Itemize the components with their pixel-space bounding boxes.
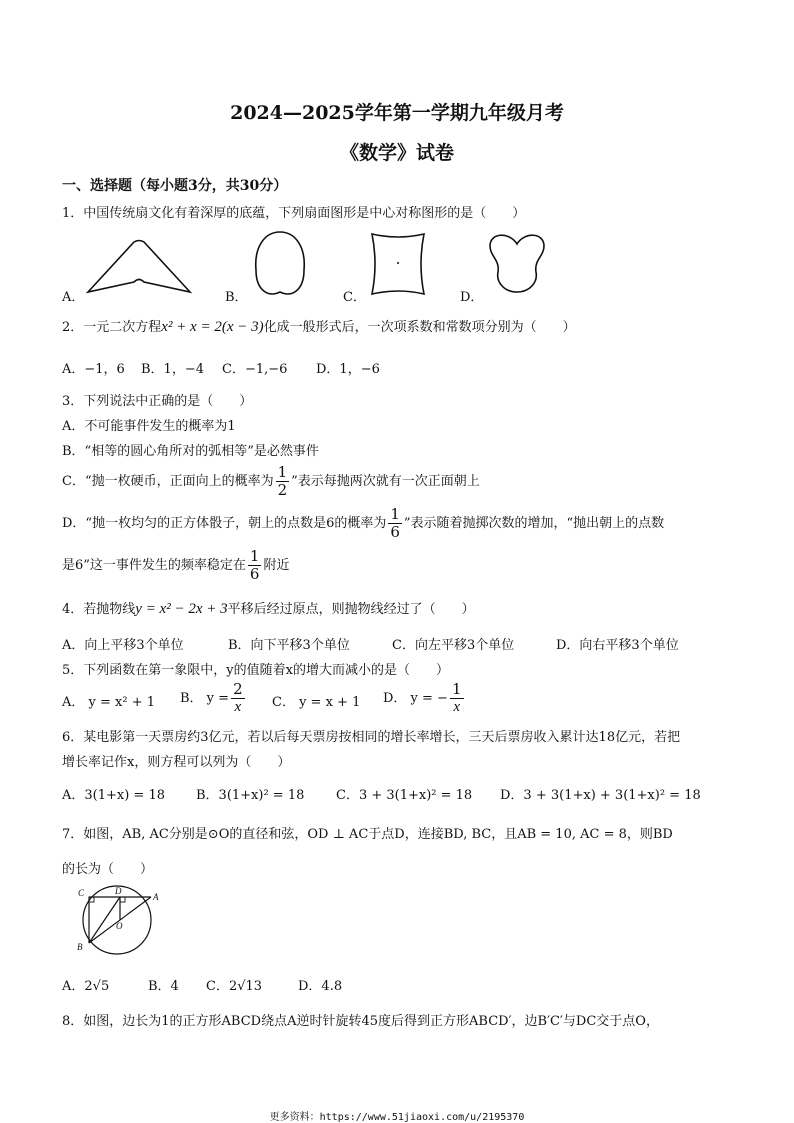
fraction-denominator: 6 [390,523,400,541]
figure-label-b: B [77,942,83,952]
question-6-option-b: B．3(1+x)² = 18 [196,788,305,803]
question-4-option-d: D．向右平移3个单位 [556,638,679,653]
question-4-equation: y = x² − 2x + 3 [135,601,228,617]
question-7-option-d: D．4.8 [298,979,343,994]
question-7-line2: 的长为（ ） [62,862,154,877]
question-2-stem-post: 化成一般形式后，一次项系数和常数项分别为（ ） [263,320,576,335]
fraction-numerator: 1 [277,463,288,481]
question-3-option-d-line2 [62,548,289,583]
question-2-stem-pre: 2．一元二次方程 [62,320,162,335]
question-2-stem [62,316,576,336]
question-4-option-c: C．向左平移3个单位 [392,638,515,653]
question-2-equation: x² + x = 2(x − 3) [161,319,264,335]
question-5-option-c: C． y = x + 1 [272,695,361,710]
fraction-numerator: 1 [390,505,400,523]
question-8-line1: 8．如图，边长为1的正方形ABCD绕点A逆时针旋转45度后得到正方形ABCD′，边B′C′与DC交于点O， [62,1014,659,1029]
question-7-option-b: B．4 [148,979,179,994]
question-5-option-d [383,681,466,716]
question-6-option-c: C．3 + 3(1+x)² = 18 [336,788,473,803]
question-7-line1: 7．如图，AB, AC分别是⊙O的直径和弦，OD ⊥ AC于点D，连接BD, BC，且AB = 10, AC = 8，则BD [62,827,673,842]
question-3-option-d-line2-pre: 是6”这一事件发生的频率稳定在 [62,558,246,573]
question-3-option-c [62,464,480,499]
figure-label-c: C [78,888,85,898]
question-4-stem-pre: 4．若抛物线 [62,602,136,617]
fan-figure-a [84,238,194,300]
section-heading: 一、选择题（每小题3分，共30分） [62,178,288,194]
fraction-1-over-x [450,681,464,716]
question-3-option-d-pre: D．“抛一枚均匀的正方体骰子，朝上的点数是6的概率为 [62,516,387,531]
question-1-stem: 1．中国传统扇文化有着深厚的底蕴，下列扇面图形是中心对称图形的是（ ） [62,206,526,221]
question-6-option-d: D．3 + 3(1+x) + 3(1+x)² = 18 [500,788,701,803]
question-1-option-c: C． [343,290,366,305]
fan-figure-d [484,230,550,296]
question-6-line1: 6．某电影第一天票房约3亿元，若以后每天票房按相同的增长率增长，三天后票房收入累计达18亿元，若把 [62,730,681,745]
fraction-one-sixth [388,506,402,541]
question-1-option-b: B． [225,290,248,305]
question-5-option-d-pre: D． y = − [383,691,448,706]
question-4-option-a: A．向上平移3个单位 [62,638,184,653]
question-2-option-c: C．−1,−6 [222,362,288,377]
question-2-option-b: B．1，−4 [141,362,204,377]
question-6-line2: 增长率记作x，则方程可以列为（ ） [62,755,291,770]
question-5-option-b [180,681,247,716]
question-4-stem-post: 平移后经过原点，则抛物线经过了（ ） [227,602,475,617]
question-1-option-a: A． [62,290,85,305]
question-2-option-d: D．1，−6 [316,362,380,377]
question-7-option-c: C．2√13 [206,979,263,994]
footer-link[interactable]: 更多资料：https://www.51jiaoxi.com/u/2195370 [269,1112,525,1123]
fraction-numerator: 1 [451,680,462,698]
fraction-denominator: x [234,699,242,715]
fraction-denominator: 2 [277,481,288,499]
exam-title: 2024—2025学年第一学期九年级月考 [230,102,564,124]
figure-label-a: A [153,892,159,902]
figure-label-d: D [115,886,122,896]
fraction-numerator: 2 [233,680,243,698]
fraction-numerator: 1 [249,547,260,565]
question-3-option-a: A．不可能事件发生的概率为1 [62,419,236,434]
fraction-one-sixth-2 [248,548,262,583]
question-4-stem [62,598,475,618]
exam-subtitle: 《数学》试卷 [339,142,454,164]
question-4-option-b: B．向下平移3个单位 [228,638,350,653]
question-5-stem: 5．下列函数在第一象限中，y的值随着x的增大而减小的是（ ） [62,663,449,678]
question-3-option-c-post: ”表示每抛两次就有一次正面朝上 [291,474,480,489]
question-5-option-b-pre: B． y = [180,691,230,706]
figure-label-o: O [116,921,123,931]
fraction-denominator: 6 [249,565,260,583]
question-7-option-a: A．2√5 [62,979,110,994]
question-5-option-a: A． y = x² + 1 [62,695,155,710]
question-2-option-a: A．−1，6 [62,362,125,377]
fraction-one-half [276,464,290,499]
fraction-denominator: x [453,699,461,715]
question-3-option-d [62,506,664,541]
question-3-option-b: B．“相等的圆心角所对的弧相等”是必然事件 [62,444,319,459]
question-3-option-c-pre: C．“抛一枚硬币，正面向上的概率为 [62,474,274,489]
question-1-option-d: D． [460,290,484,305]
fraction-2-over-x [231,681,245,716]
fan-figure-c [366,228,430,300]
question-3-option-d-line2-post: 附近 [263,558,290,573]
fan-figure-b [250,226,310,300]
circle-geometry-figure [72,884,162,956]
question-3-option-d-post: ”表示随着抛掷次数的增加，“抛出朝上的点数 [403,516,665,531]
question-6-option-a: A．3(1+x) = 18 [62,788,165,803]
question-3-stem: 3．下列说法中正确的是（ ） [62,394,253,409]
